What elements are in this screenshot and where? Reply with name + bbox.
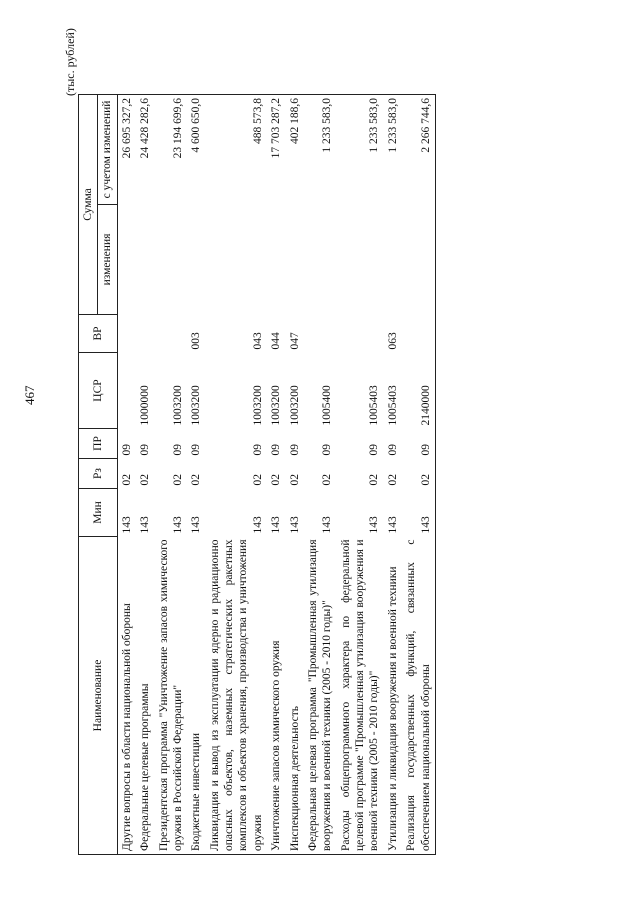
row-pr: 09 [171, 444, 184, 456]
row-rz: 02 [251, 474, 264, 486]
row-min: 143 [251, 516, 264, 534]
row-vr [402, 315, 435, 353]
row-csr: 2140000 [402, 353, 435, 429]
header-changes: изменения [98, 205, 117, 315]
table-row [304, 94, 337, 854]
row-vr: 044 [270, 332, 283, 350]
header-with-changes: с учетом изменений [98, 94, 117, 204]
row-total: 1 233 583,0 [304, 94, 337, 204]
row-vr: 043 [251, 332, 264, 350]
header-vr: ВР [79, 315, 118, 353]
row-rz: 02 [120, 474, 133, 486]
table-row [267, 94, 285, 854]
table-row [187, 94, 205, 854]
row-vr [337, 315, 384, 353]
row-pr: 09 [368, 444, 381, 456]
row-min: 143 [139, 516, 152, 534]
row-rz: 02 [321, 474, 334, 486]
row-vr [155, 315, 188, 353]
row-pr: 09 [321, 444, 334, 456]
row-total: 23 194 699,6 [155, 94, 188, 204]
row-csr: 1003200 [171, 385, 184, 426]
row-name: Федеральная целевая программа "Промышленная утилизация вооружения и военной техники (2005 - 2010 годы)" [304, 537, 337, 855]
row-csr: 1003200 [251, 385, 264, 426]
row-total: 1 233 583,0 [337, 94, 384, 204]
table-row [136, 94, 154, 854]
row-name: Бюджетные инвестиции [187, 537, 205, 855]
budget-table [78, 94, 436, 855]
row-total: 402 188,6 [286, 94, 304, 204]
row-rz: 02 [139, 474, 152, 486]
row-changes [206, 205, 268, 315]
row-changes [304, 205, 337, 315]
row-rz: 02 [190, 474, 203, 486]
row-changes [402, 205, 435, 315]
row-total: 4 600 650,0 [187, 94, 205, 204]
table-header [79, 94, 118, 854]
row-csr: 1003200 [270, 385, 283, 426]
row-pr: 09 [270, 444, 283, 456]
row-vr [136, 315, 154, 353]
row-pr: 09 [190, 444, 203, 456]
row-changes [155, 205, 188, 315]
row-pr: 09 [402, 429, 435, 459]
rotated-content [78, 55, 590, 855]
row-changes [337, 205, 384, 315]
row-name: Расходы общепрограммного характера по федеральной целевой программе "Промышленная утилизация вооружения и военной техники (2005 - 2010 годы)" [337, 537, 384, 855]
row-csr: 1005400 [321, 385, 334, 426]
row-min: 143 [386, 516, 399, 534]
row-name: Ликвидация и вывод из эксплуатации ядерно и радиационно опасных объектов, наземных стратегических ракетных комплексов и объектов хранения, производства и уничтожения оружия [206, 537, 268, 855]
table-row [117, 94, 136, 854]
row-name: Федеральные целевые программы [136, 537, 154, 855]
header-rz: Рз [79, 459, 118, 489]
row-total: 24 428 282,6 [136, 94, 154, 204]
row-vr: 003 [190, 332, 203, 350]
row-total: 17 703 287,2 [267, 94, 285, 204]
row-vr [117, 315, 136, 353]
row-vr: 047 [288, 332, 301, 350]
row-name: Реализация государственных функций, связанных с обеспечением национальной обороны [402, 537, 435, 855]
row-csr: 1000000 [139, 385, 152, 426]
row-total: 488 573,8 [206, 94, 268, 204]
row-rz: 02 [171, 474, 184, 486]
row-csr: 1003200 [190, 385, 203, 426]
row-csr: 1003200 [288, 385, 301, 426]
header-name: Наименование [79, 537, 118, 855]
row-total: 26 695 327,2 [117, 94, 136, 204]
row-min: 143 [190, 516, 203, 534]
row-pr: 09 [251, 444, 264, 456]
row-name: Президентская программа "Уничтожение запасов химического оружия в Российской Федерации" [155, 537, 188, 855]
header-csr: ЦСР [79, 353, 118, 429]
table-row [206, 94, 268, 854]
row-total: 2 266 744,6 [402, 94, 435, 204]
header-sum: Сумма [79, 94, 98, 314]
page-number: 467 [22, 385, 37, 405]
row-rz: 02 [270, 474, 283, 486]
table-body [117, 94, 435, 854]
row-pr: 09 [288, 444, 301, 456]
row-rz: 02 [288, 474, 301, 486]
row-pr: 09 [120, 444, 133, 456]
row-pr: 09 [139, 444, 152, 456]
row-name: Уничтожение запасов химического оружия [267, 537, 285, 855]
row-min: 143 [171, 516, 184, 534]
table-row [155, 94, 188, 854]
row-min: 143 [120, 516, 133, 534]
row-csr: 1005403 [386, 385, 399, 426]
row-min: 143 [368, 516, 381, 534]
row-csr: 1005403 [368, 385, 381, 426]
row-rz: 02 [402, 459, 435, 489]
header-pr: ПР [79, 429, 118, 459]
row-vr [304, 315, 337, 353]
row-changes [187, 205, 205, 315]
row-min: 143 [270, 516, 283, 534]
row-min: 143 [402, 489, 435, 537]
table-row [286, 94, 304, 854]
units-label: (тыс. рублей) [63, 28, 77, 96]
row-csr [117, 353, 136, 429]
row-total: 1 233 583,0 [384, 94, 402, 204]
row-changes [117, 205, 136, 315]
row-name: Инспекционная деятельность [286, 537, 304, 855]
row-changes [286, 205, 304, 315]
table-row [337, 94, 384, 854]
row-rz: 02 [368, 474, 381, 486]
row-name: Утилизация и ликвидация вооружения и военной техники [384, 537, 402, 855]
row-rz: 02 [386, 474, 399, 486]
row-changes [136, 205, 154, 315]
row-min: 143 [288, 516, 301, 534]
row-changes [384, 205, 402, 315]
table-row [402, 94, 435, 854]
row-changes [267, 205, 285, 315]
row-min: 143 [321, 516, 334, 534]
row-name: Другие вопросы в области национальной обороны [117, 537, 136, 855]
row-pr: 09 [386, 444, 399, 456]
header-min: Мин [79, 489, 118, 537]
table-row [384, 94, 402, 854]
row-vr: 063 [386, 332, 399, 350]
